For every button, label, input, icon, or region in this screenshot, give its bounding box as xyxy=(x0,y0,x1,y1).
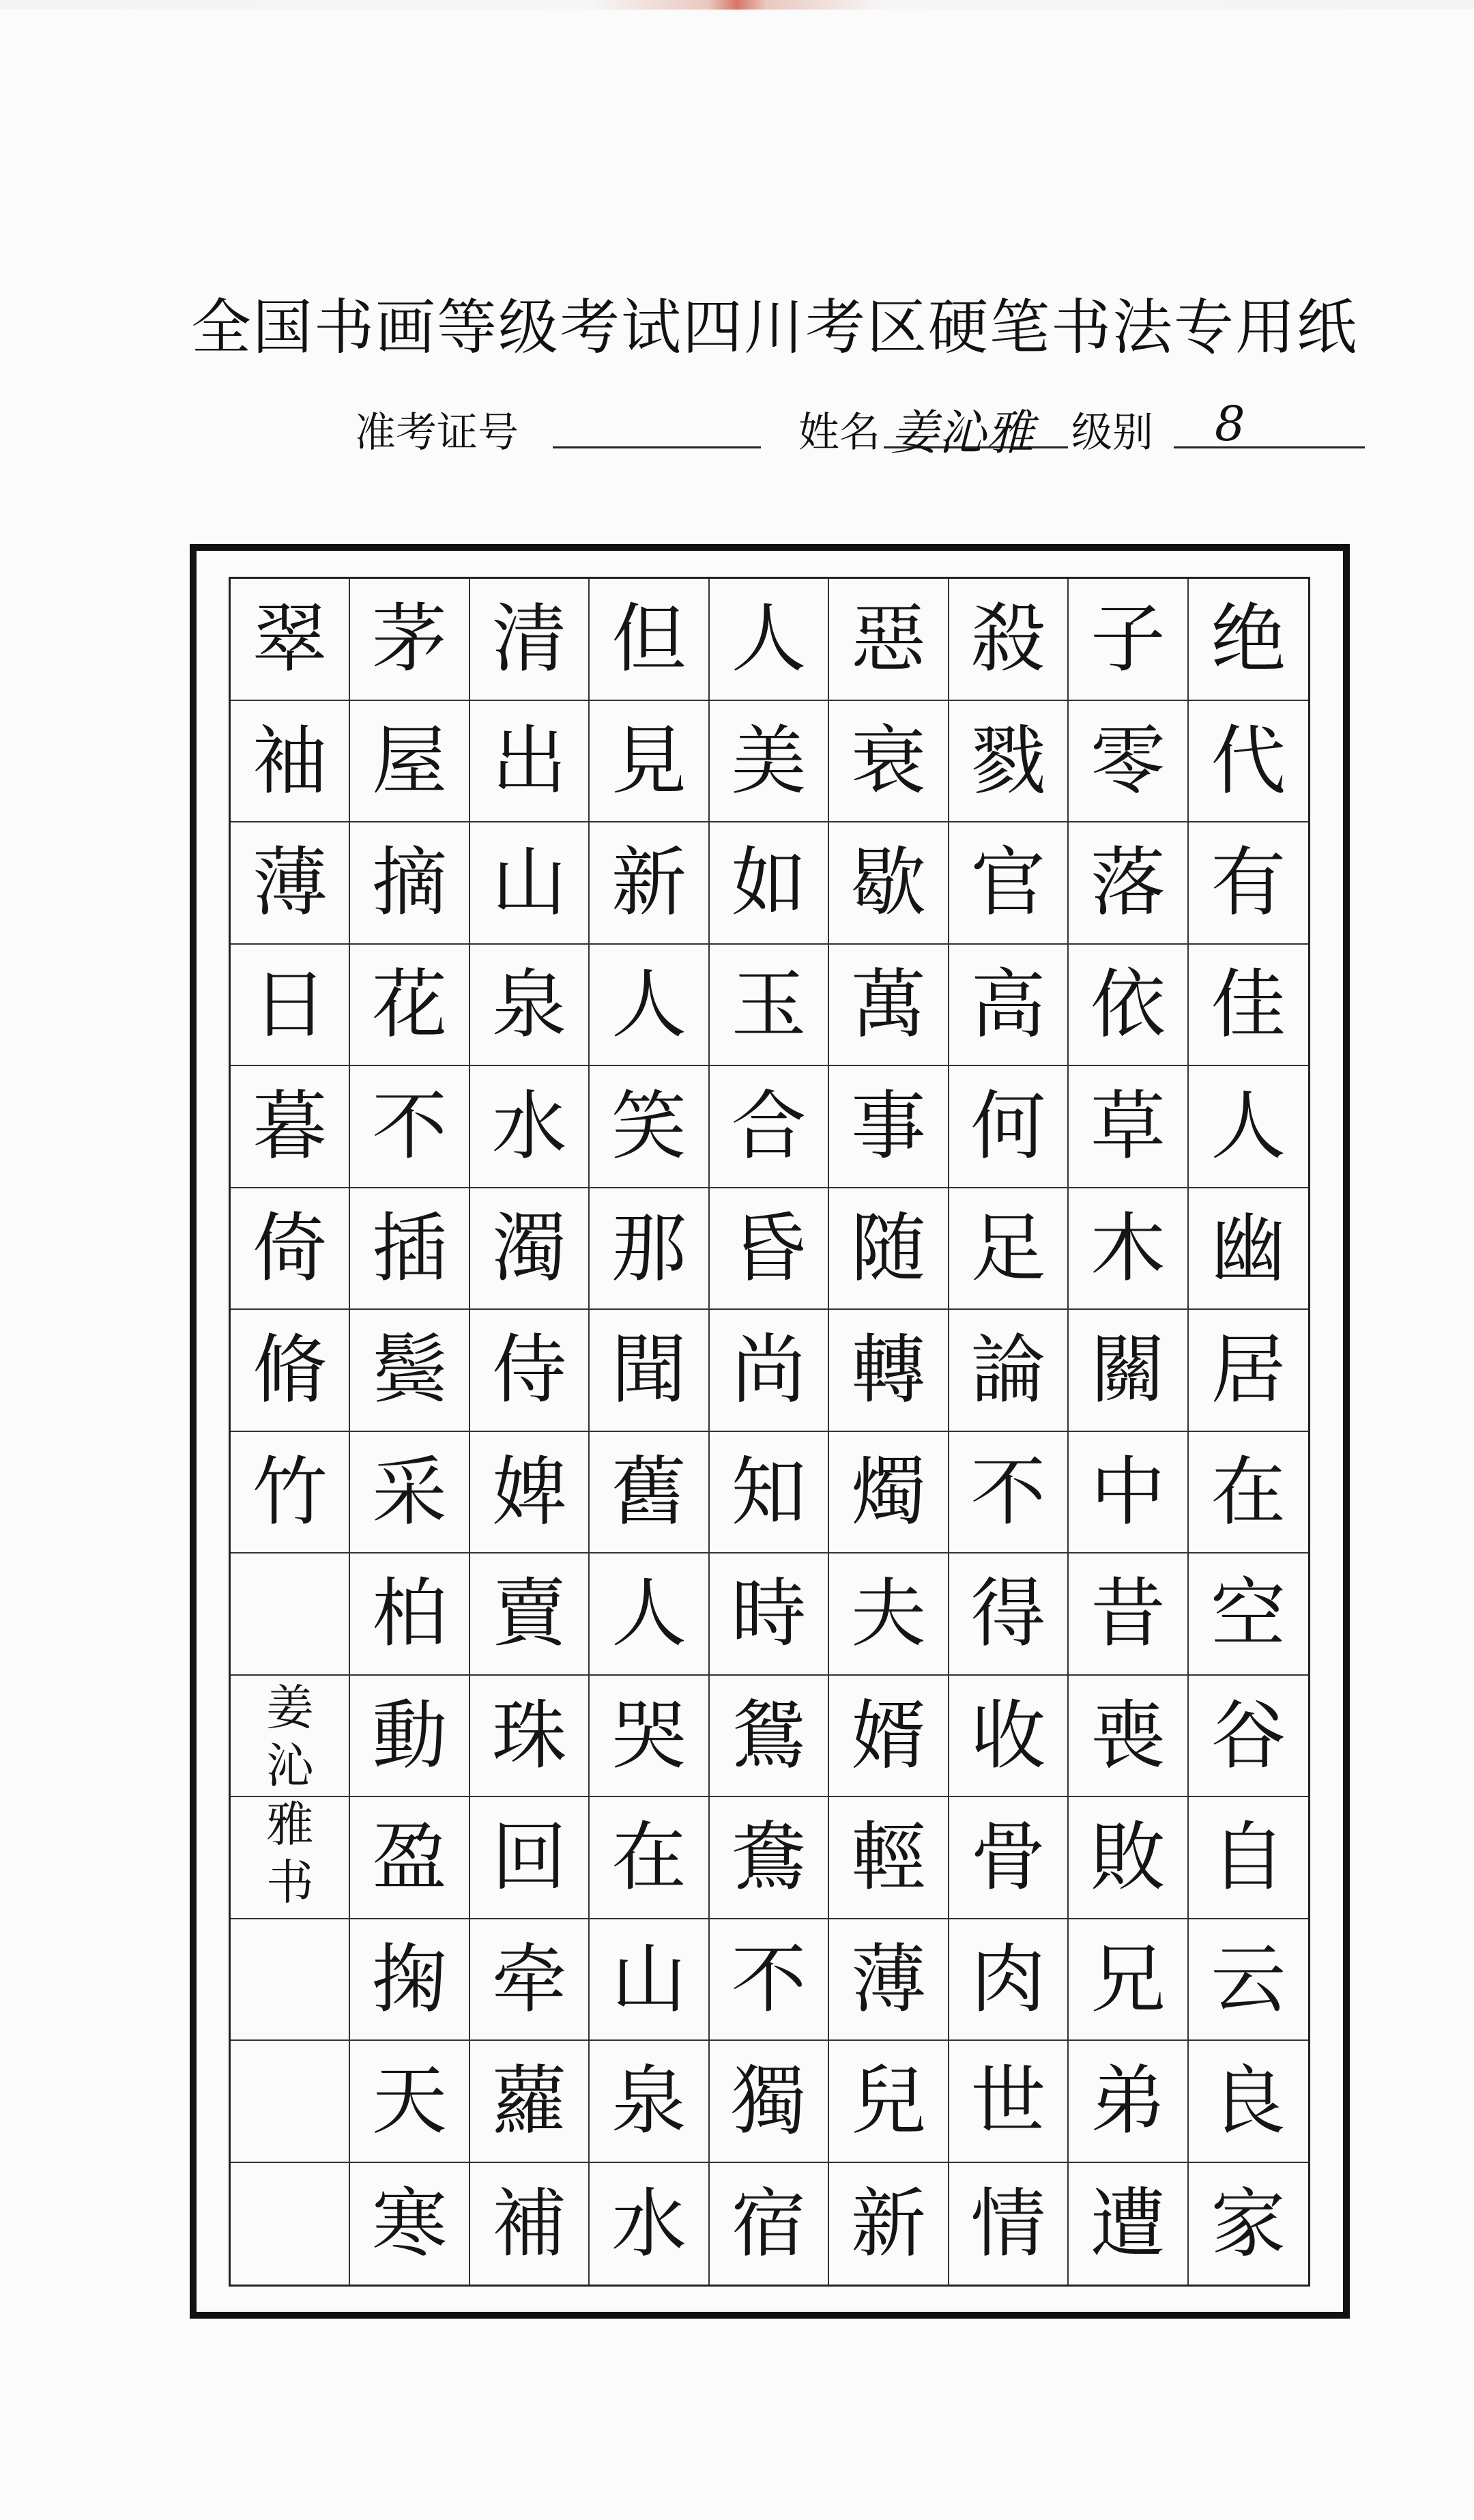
grid-cell: 肉 xyxy=(949,1919,1069,2042)
grid-cell: 人 xyxy=(1189,1066,1308,1188)
grid-cell: 骨 xyxy=(949,1797,1069,1919)
grid-cell: 不 xyxy=(949,1432,1069,1554)
exam-id-underline xyxy=(553,446,761,448)
grid-cell: 盈 xyxy=(350,1797,469,1919)
grid-cell: 鴦 xyxy=(710,1797,829,1919)
grid-cell: 薄 xyxy=(829,1919,949,2042)
grid-cell: 關 xyxy=(1069,1310,1188,1432)
grid-cell: 高 xyxy=(949,945,1069,1067)
grid-cell: 插 xyxy=(350,1188,469,1311)
grid-cell: 清 xyxy=(470,579,590,701)
grid-cell: 昏 xyxy=(710,1188,829,1311)
grid-cell: 昔 xyxy=(1069,1553,1188,1676)
grid-cell: 山 xyxy=(590,1919,709,2042)
grid-cell: 人 xyxy=(590,1553,709,1676)
grid-cell: 薄 xyxy=(231,822,350,945)
grid-cell: 空 xyxy=(1189,1553,1308,1676)
grid-cell: 濁 xyxy=(470,1188,590,1311)
name-label: 姓名 xyxy=(798,409,880,457)
grid-cell: 惡 xyxy=(829,579,949,701)
grid-cell: 輕 xyxy=(829,1797,949,1919)
grid-cell: 戮 xyxy=(949,701,1069,823)
grid-cell: 殺 xyxy=(949,579,1069,701)
grid-cell: 知 xyxy=(710,1432,829,1554)
grid-cell: 兄 xyxy=(1069,1919,1188,2042)
grid-cell xyxy=(231,2163,350,2285)
grid-cell: 随 xyxy=(829,1188,949,1311)
grid-cell: 那 xyxy=(590,1188,709,1311)
grid-cell: 寒 xyxy=(350,2163,469,2285)
grid-cell: 鬓 xyxy=(350,1310,469,1432)
grid-cell: 竹 xyxy=(231,1432,350,1554)
grid-cell: 足 xyxy=(949,1188,1069,1311)
grid-cell: 出 xyxy=(470,701,590,823)
grid-cell: 不 xyxy=(350,1066,469,1188)
grid-cell: 不 xyxy=(710,1919,829,2042)
grid-cell: 尚 xyxy=(710,1310,829,1432)
grid-cell: 采 xyxy=(350,1432,469,1554)
grid-cell: 人 xyxy=(710,579,829,701)
grid-cell: 事 xyxy=(829,1066,949,1188)
grid-cell xyxy=(231,1553,350,1676)
grid-cell: 兒 xyxy=(829,2041,949,2163)
grid-cell: 遭 xyxy=(1069,2163,1188,2285)
grid-cell: 婿 xyxy=(829,1676,949,1798)
grid-cell: 敗 xyxy=(1069,1797,1188,1919)
grid-cell: 衰 xyxy=(829,701,949,823)
grid-cell: 玉 xyxy=(710,945,829,1067)
grid-cell: 喪 xyxy=(1069,1676,1188,1798)
grid-cell: 在 xyxy=(590,1797,709,1919)
grid-cell: 幽 xyxy=(1189,1188,1308,1311)
grid-cell: 動 xyxy=(350,1676,469,1798)
grid-cell: 依 xyxy=(1069,945,1188,1067)
grid-cell: 舊 xyxy=(590,1432,709,1554)
grid-cell: 燭 xyxy=(829,1432,949,1554)
grid-cell: 日 xyxy=(231,945,350,1067)
grid-cell: 倚 xyxy=(231,1188,350,1311)
grid-cell: 中 xyxy=(1069,1432,1188,1554)
grid-cell: 翠 xyxy=(231,579,350,701)
grid-cell: 聞 xyxy=(590,1310,709,1432)
grid-cell: 屋 xyxy=(350,701,469,823)
grid-cell: 绝 xyxy=(1189,579,1308,701)
grid-cell: 萬 xyxy=(829,945,949,1067)
grid-cell: 夫 xyxy=(829,1553,949,1676)
grid-cell: 脩 xyxy=(231,1310,350,1432)
grid-cell: 山 xyxy=(470,822,590,945)
grid-cell: 回 xyxy=(470,1797,590,1919)
level-label: 级别 xyxy=(1071,409,1153,457)
grid-cell: 新 xyxy=(590,822,709,945)
grid-cell: 谷 xyxy=(1189,1676,1308,1798)
grid-cell: 子 xyxy=(1069,579,1188,701)
grid-cell: 歇 xyxy=(829,822,949,945)
grid-cell: 哭 xyxy=(590,1676,709,1798)
grid-cell: 世 xyxy=(949,2041,1069,2163)
grid-cell: 泉 xyxy=(470,945,590,1067)
grid-cell: 佳 xyxy=(1189,945,1308,1067)
grid-cell: 蘿 xyxy=(470,2041,590,2163)
grid-cell xyxy=(231,1919,350,2042)
grid-cell: 侍 xyxy=(470,1310,590,1432)
grid-cell: 代 xyxy=(1189,701,1308,823)
calligraphy-grid xyxy=(229,577,1310,2287)
grid-cell: 茅 xyxy=(350,579,469,701)
signature xyxy=(252,1679,328,1913)
signature-char: 雅 xyxy=(266,1796,314,1852)
grid-cell: 鴛 xyxy=(710,1676,829,1798)
grid-cell: 自 xyxy=(1189,1797,1308,1919)
grid-cell: 柏 xyxy=(350,1553,469,1676)
grid-cell: 補 xyxy=(470,2163,590,2285)
page-title: 全国书画等级考试四川考区硬笔书法专用纸 xyxy=(191,292,1359,362)
grid-cell: 收 xyxy=(949,1676,1069,1798)
exam-id-label: 准考证号 xyxy=(355,409,519,457)
grid-cell: 弟 xyxy=(1069,2041,1188,2163)
level-value: 8 xyxy=(1215,396,1245,452)
grid-cell: 泉 xyxy=(590,2041,709,2163)
grid-cell: 云 xyxy=(1189,1919,1308,2042)
grid-cell: 但 xyxy=(590,579,709,701)
grid-cell: 摘 xyxy=(350,822,469,945)
grid-cell: 落 xyxy=(1069,822,1188,945)
grid-cell: 宿 xyxy=(710,2163,829,2285)
grid-cell: 草 xyxy=(1069,1066,1188,1188)
grid-cell: 轉 xyxy=(829,1310,949,1432)
grid-cell: 天 xyxy=(350,2041,469,2163)
grid-cell: 論 xyxy=(949,1310,1069,1432)
grid-cell: 居 xyxy=(1189,1310,1308,1432)
grid-cell: 良 xyxy=(1189,2041,1308,2163)
grid-cell: 花 xyxy=(350,945,469,1067)
grid-cell: 賣 xyxy=(470,1553,590,1676)
level-underline xyxy=(1174,446,1365,448)
signature-char: 书 xyxy=(266,1855,314,1911)
signature-char: 沁 xyxy=(266,1738,314,1794)
grid-cell: 笑 xyxy=(590,1066,709,1188)
grid-cell: 見 xyxy=(590,701,709,823)
grid-cell: 木 xyxy=(1069,1188,1188,1311)
grid-cell: 獨 xyxy=(710,2041,829,2163)
grid-cell: 水 xyxy=(590,2163,709,2285)
grid-cell: 袖 xyxy=(231,701,350,823)
grid-cell: 家 xyxy=(1211,2179,1286,2267)
candidate-info-row xyxy=(355,396,1365,461)
grid-cell: 新 xyxy=(829,2163,949,2285)
grid-cell: 美 xyxy=(710,701,829,823)
grid-cell: 在 xyxy=(1189,1432,1308,1554)
name-value: 姜沁雅 xyxy=(891,405,1034,461)
grid-cell: 零 xyxy=(1069,701,1188,823)
signature-char: 姜 xyxy=(266,1680,314,1736)
grid-cell: 婢 xyxy=(470,1432,590,1554)
grid-cell: 時 xyxy=(710,1553,829,1676)
grid-cell: 合 xyxy=(710,1066,829,1188)
grid-cell: 如 xyxy=(710,822,829,945)
grid-cell: 暮 xyxy=(231,1066,350,1188)
grid-cell: 情 xyxy=(949,2163,1069,2285)
grid-cell: 得 xyxy=(949,1553,1069,1676)
grid-cell: 官 xyxy=(949,822,1069,945)
grid-cell: 牵 xyxy=(470,1919,590,2042)
grid-cell xyxy=(231,2041,350,2163)
grid-cell: 掬 xyxy=(350,1919,469,2042)
grid-cell: 何 xyxy=(949,1066,1069,1188)
grid-cell: 有 xyxy=(1189,822,1308,945)
grid-cell: 珠 xyxy=(470,1676,590,1798)
paper-top-edge xyxy=(0,0,1474,10)
grid-cell: 人 xyxy=(590,945,709,1067)
grid-cell: 水 xyxy=(470,1066,590,1188)
